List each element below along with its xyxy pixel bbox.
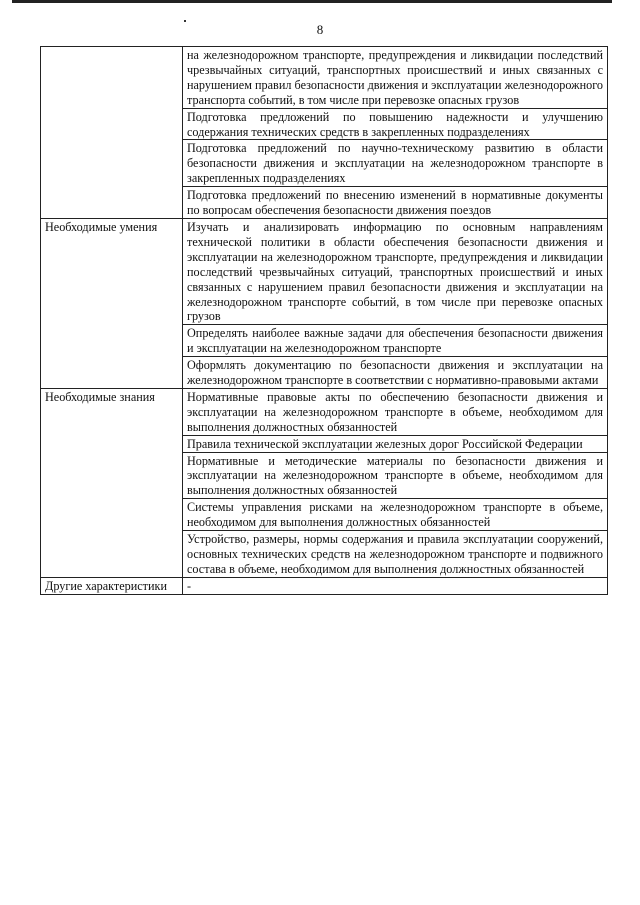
- table-cell: [183, 140, 608, 187]
- row-label-skills: Необходимые умения: [41, 218, 183, 388]
- table-cell: [183, 577, 608, 594]
- qualification-table: [40, 46, 608, 595]
- table-cell: [183, 435, 608, 452]
- cell-text: Нормативные правовые акты по обеспечению безопасности движения и эксплуатации на железнодорожном транспорте в объеме, необходимом для выполнения должностных обязанностей: [187, 389, 603, 434]
- table-cell: [183, 187, 608, 219]
- table-cell: [183, 325, 608, 357]
- cell-text: Нормативные и методические материалы по безопасности движения и эксплуатации на железнодорожном транспорте в объеме, необходимом для выполнения должностных обязанностей: [187, 453, 603, 498]
- table-cell: [183, 218, 608, 324]
- cell-text: Подготовка предложений по повышению надежности и улучшению содержания технических средств в закрепленных подразделениях: [187, 109, 603, 139]
- table-cell: [183, 531, 608, 578]
- row-label: [41, 47, 183, 219]
- scan-edge-line: [12, 0, 612, 3]
- table-cell: [183, 499, 608, 531]
- cell-text: Подготовка предложений по внесению изменений в нормативные документы по вопросам обеспечения безопасности движения поездов: [187, 188, 603, 218]
- table-cell: [183, 108, 608, 140]
- table-cell: [183, 357, 608, 389]
- page-number: 8: [316, 22, 324, 37]
- table-row: [41, 218, 608, 324]
- cell-text: Определять наиболее важные задачи для обеспечения безопасности движения и эксплуатации на железнодорожном транспорте: [187, 326, 603, 356]
- cell-text: Системы управления рисками на железнодорожном транспорте в объеме, необходимом для выполнения должностных обязанностей: [187, 500, 603, 530]
- cell-text: -: [187, 578, 192, 593]
- cell-text: на железнодорожном транспорте, предупреждения и ликвидации последствий чрезвычайных ситуаций, транспортных происшествий и иных связанных с нарушением правил безопасности движения и эксплуатации железнодорожного транспорта событий, в том числе при перевозке опасных грузов: [187, 48, 603, 107]
- table-cell: [183, 47, 608, 109]
- row-label-knowledge: Необходимые знания: [41, 388, 183, 577]
- row-label-other: Другие характеристики: [41, 577, 183, 594]
- cell-text: Изучать и анализировать информацию по основным направлениям технической политики в области обеспечения безопасности движения и эксплуатации на железнодорожном транспорте, предупреждения и ликвидации последствий чрезвычайных ситуаций, транспортных происшествий и иных связанных с нарушением правил безопасности движения и эксплуатации на железнодорожном транспорте событий, в том числе при перевозке опасных грузов: [187, 219, 603, 324]
- table-row: [41, 47, 608, 109]
- cell-text: Устройство, размеры, нормы содержания и правила эксплуатации сооружений, основных технических средств на железнодорожном транспорте и подвижного состава в объеме, необходимом для выполнения должностных обязанностей: [187, 532, 603, 576]
- table-row: [41, 577, 608, 594]
- cell-text: Правила технической эксплуатации железных дорог Российской Федерации: [187, 436, 583, 451]
- cell-text: Подготовка предложений по научно-техническому развитию в области безопасности движения и эксплуатации на железнодорожном транспорте в закрепленных подразделениях: [187, 141, 603, 186]
- table-row: [41, 388, 608, 435]
- table-cell: [183, 452, 608, 499]
- cell-text: Оформлять документацию по безопасности движения и эксплуатации на железнодорожном транспорте в соответствии с нормативно-правовыми актами: [187, 358, 603, 388]
- table-cell: [183, 388, 608, 435]
